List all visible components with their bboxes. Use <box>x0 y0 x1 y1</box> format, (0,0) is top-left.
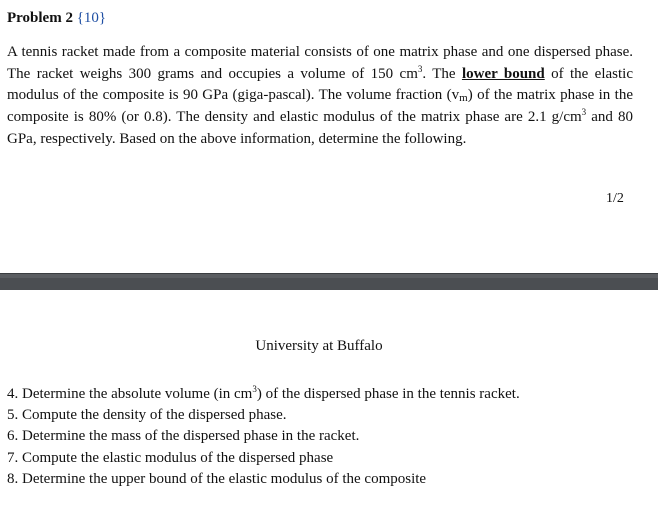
question-item-8: 8. Determine the upper bound of the elastic modulus of the composite <box>7 470 427 487</box>
statement-text-4: ) of the matrix phase in the composite is 80% (or 0.8). The density and elastic modulus of the matrix phase are 2.1 g/cm <box>7 87 633 126</box>
problem-statement <box>7 42 633 151</box>
cubic-superscript-1: 3 <box>417 63 423 74</box>
page-break-separator <box>0 273 658 290</box>
question-item-6: 6. Determine the mass of the dispersed phase in the racket. <box>7 428 360 445</box>
question-item-4 <box>7 384 520 405</box>
cubic-superscript-2: 3 <box>581 107 587 118</box>
institution-name: University at Buffalo <box>255 338 383 354</box>
volume-fraction-letter: v <box>451 87 460 104</box>
separator-shade <box>0 274 658 278</box>
statement-text-1: A tennis racket made from a composite material consists of one matrix phase and one dispersed phase. The racket weighs 300 grams and occupies a volume of 150 cm <box>7 44 633 82</box>
question-item-7: 7. Compute the elastic modulus of the dispersed phase <box>7 449 334 466</box>
problem-heading <box>7 9 106 27</box>
question-4-superscript: 3 <box>252 384 257 394</box>
statement-text-3: of the elastic modulus of the composite is 90 GPa (giga-pascal). The volume fraction ( <box>7 65 633 104</box>
statement-text-5: and 80 GPa, respectively. Based on the above information, determine the following. <box>7 109 633 147</box>
lower-bound-emphasis: lower bound <box>461 65 545 82</box>
question-item-5: 5. Compute the density of the dispersed phase. <box>7 407 287 424</box>
problem-points: {10} <box>76 10 107 26</box>
volume-fraction-symbol <box>452 87 468 103</box>
problem-title: Problem 2 <box>7 10 73 26</box>
question-list <box>7 384 520 490</box>
question-4-text-a: 4. Determine the absolute volume (in cm <box>7 386 253 402</box>
question-4-text-b: ) of the dispersed phase in the tennis racket. <box>256 386 520 402</box>
volume-fraction-subscript: m <box>459 92 468 105</box>
statement-text-2: . The <box>422 65 462 82</box>
page-number: 1/2 <box>606 191 624 206</box>
